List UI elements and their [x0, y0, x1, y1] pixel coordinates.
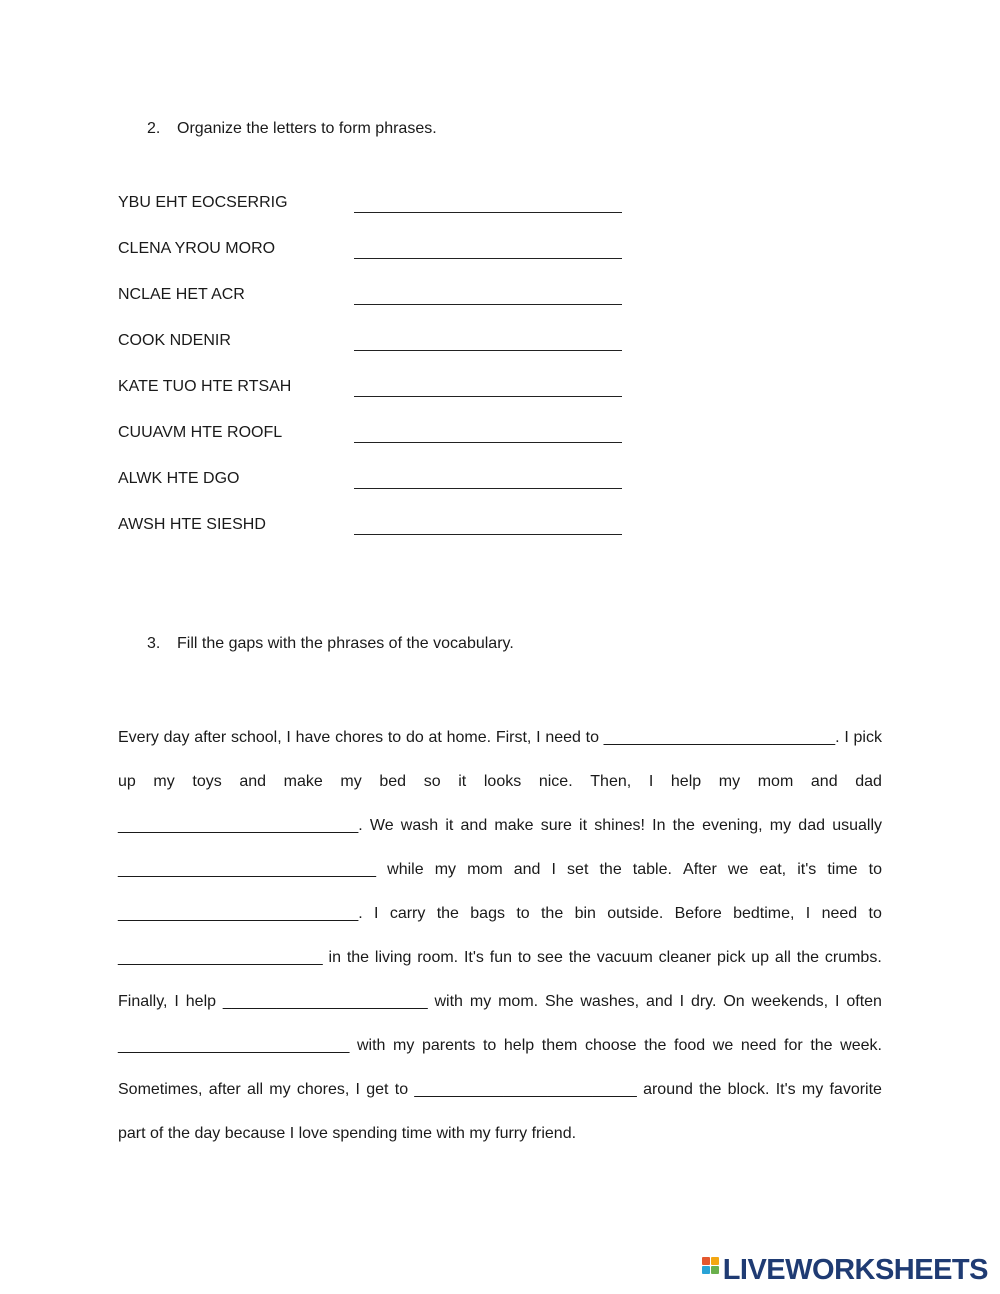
gap-word[interactable]: _____________________________ — [118, 861, 377, 878]
paragraph-word: toys — [192, 773, 222, 790]
paragraph-word: my — [340, 773, 362, 790]
scrambled-phrase: CLENA YROU MORO — [118, 240, 276, 257]
paragraph-word: to — [516, 905, 530, 922]
scrambled-phrase: COOK NDENIR — [118, 332, 231, 349]
paragraph-word: weekends, — [751, 993, 829, 1010]
paragraph-word: I — [289, 1125, 299, 1142]
paragraph-word: I — [648, 773, 654, 790]
paragraph-word: my — [801, 1081, 824, 1098]
paragraph-line — [118, 991, 882, 1013]
liveworksheets-logo — [702, 1255, 988, 1285]
paragraph-word: the — [810, 1037, 833, 1054]
paragraph-word: evening, — [702, 817, 763, 834]
paragraph-word: After — [683, 861, 717, 878]
gap-word[interactable]: ___________________________. — [118, 817, 363, 834]
paragraph-word: to — [585, 729, 599, 746]
paragraph-word: help — [185, 993, 217, 1010]
paragraph-word: Then, — [590, 773, 632, 790]
paragraph-word: and — [513, 861, 541, 878]
scrambled-row — [118, 515, 638, 539]
section-2-heading — [147, 119, 437, 139]
paragraph-word: need — [545, 729, 581, 746]
paragraph-word: On — [723, 993, 745, 1010]
paragraph-word: up — [118, 773, 136, 790]
paragraph-word: at — [428, 729, 442, 746]
scrambled-row — [118, 239, 638, 263]
paragraph-word: time — [401, 1125, 437, 1142]
paragraph-word: my — [718, 773, 741, 790]
paragraph-word: set — [567, 861, 589, 878]
paragraph-word: dad — [798, 817, 825, 834]
paragraph-line — [118, 903, 882, 925]
paragraph-word: after — [194, 729, 227, 746]
paragraph-word: with — [434, 993, 463, 1010]
paragraph-line — [118, 771, 882, 793]
paragraph-word: I — [355, 1081, 360, 1098]
answer-blank[interactable] — [354, 396, 622, 397]
paragraph-word: I — [835, 993, 840, 1010]
section-2-instruction: Organize the letters to form phrases. — [177, 120, 437, 137]
paragraph-word: the — [568, 949, 591, 966]
paragraph-word: my — [469, 1125, 496, 1142]
paragraph-line — [118, 815, 882, 837]
paragraph-word: It's — [775, 1081, 796, 1098]
paragraph-word: we — [712, 1037, 734, 1054]
paragraph-word: It's — [463, 949, 484, 966]
paragraph-word: vacuum — [596, 949, 653, 966]
paragraph-word: room. — [417, 949, 459, 966]
paragraph-word: week. — [840, 1037, 882, 1054]
paragraph-word: chores — [335, 729, 384, 746]
answer-blank[interactable] — [354, 350, 622, 351]
paragraph-word: table. — [632, 861, 672, 878]
paragraph-word: my — [769, 817, 792, 834]
paragraph-word: and — [645, 993, 673, 1010]
paragraph-word: choose — [584, 1037, 637, 1054]
section-3-heading — [147, 634, 514, 654]
paragraph-word: part — [118, 1125, 151, 1142]
paragraph-word: parents — [421, 1037, 476, 1054]
paragraph-word: Every — [118, 729, 159, 746]
paragraph-word: the — [540, 905, 564, 922]
paragraph-word: mom — [757, 773, 794, 790]
paragraph-line — [118, 727, 882, 749]
paragraph-word: do — [405, 729, 424, 746]
paragraph-word: and — [460, 817, 488, 834]
paragraph-word: all — [246, 1081, 263, 1098]
paragraph-word: help — [503, 1037, 535, 1054]
paragraph-word: it — [445, 817, 454, 834]
paragraph-word: I — [536, 729, 541, 746]
paragraph-word: I — [374, 905, 379, 922]
paragraph-word: the — [599, 861, 622, 878]
paragraph-word: fun — [489, 949, 513, 966]
paragraph-word: my — [434, 861, 457, 878]
paragraph-word: mom. — [498, 993, 539, 1010]
paragraph-word: and — [239, 773, 267, 790]
paragraph-word: day — [194, 1125, 225, 1142]
paragraph-word: in — [328, 949, 341, 966]
paragraph-line — [118, 1079, 882, 1101]
liveworksheets-logo-text: LIVEWORKSHEETS — [722, 1253, 988, 1286]
gap-word[interactable]: _________________________ — [414, 1081, 637, 1098]
scrambled-phrase: ALWK HTE DGO — [118, 470, 240, 487]
paragraph-word: all — [774, 949, 791, 966]
paragraph-word: so — [423, 773, 441, 790]
scrambled-row — [118, 285, 638, 309]
paragraph-word: get — [366, 1081, 389, 1098]
paragraph-word: my — [269, 1081, 291, 1098]
gap-word[interactable]: _______________________ — [222, 993, 428, 1010]
paragraph-word: and — [810, 773, 838, 790]
paragraph-word: school, — [230, 729, 282, 746]
paragraph-word: time — [827, 861, 858, 878]
paragraph-word: see — [537, 949, 563, 966]
paragraph-word: because — [224, 1125, 290, 1142]
paragraph-line — [118, 947, 882, 969]
gap-word[interactable]: __________________________. — [603, 729, 840, 746]
paragraph-line — [118, 1035, 882, 1057]
scrambled-row — [118, 331, 638, 355]
paragraph-word: I — [805, 905, 811, 922]
paragraph-word: I — [286, 729, 291, 746]
paragraph-word: carry — [389, 905, 426, 922]
paragraph-word: I — [174, 993, 179, 1010]
paragraph-word: friend. — [531, 1125, 577, 1142]
paragraph-word: the — [346, 949, 370, 966]
paragraph-word: to — [394, 1081, 409, 1098]
paragraph-word: eat, — [759, 861, 787, 878]
paragraph-word: to — [868, 861, 882, 878]
paragraph-word: need — [821, 905, 858, 922]
paragraph-word: make — [494, 817, 534, 834]
paragraph-word: my — [153, 773, 175, 790]
paragraph-word: day — [163, 729, 190, 746]
scrambled-phrase: KATE TUO HTE RTSAH — [118, 378, 292, 395]
paragraph-word: favorite — [829, 1081, 882, 1098]
paragraph-word: the — [644, 1037, 667, 1054]
paragraph-line — [118, 1123, 882, 1145]
answer-blank[interactable] — [354, 212, 622, 213]
paragraph-word: to — [517, 949, 532, 966]
paragraph-word: She — [545, 993, 574, 1010]
paragraph-word: washes, — [580, 993, 640, 1010]
paragraph-word: looks — [483, 773, 522, 790]
paragraph-word: I — [679, 993, 685, 1010]
paragraph-word: bin — [574, 905, 596, 922]
gap-word[interactable]: __________________________ — [118, 1037, 350, 1054]
paragraph-word: furry — [495, 1125, 532, 1142]
liveworksheets-mark-icon — [702, 1257, 720, 1283]
scrambled-phrase: AWSH HTE SIESHD — [118, 516, 266, 533]
paragraph-word: have — [295, 729, 331, 746]
paragraph-word: help — [670, 773, 702, 790]
paragraph-word: after — [208, 1081, 241, 1098]
paragraph-word: the — [699, 1081, 722, 1098]
paragraph-word: my — [469, 993, 492, 1010]
paragraph-word: cleaner — [658, 949, 712, 966]
paragraph-word: I — [844, 729, 849, 746]
paragraph-word: we — [727, 861, 749, 878]
paragraph-word: I — [551, 861, 556, 878]
section-2-number: 2. — [147, 120, 161, 137]
paragraph-line — [118, 859, 882, 881]
answer-blank[interactable] — [354, 442, 622, 443]
paragraph-word: the — [436, 905, 459, 922]
paragraph-word: wash — [400, 817, 439, 834]
paragraph-word: block. — [727, 1081, 770, 1098]
paragraph-word: make — [283, 773, 323, 790]
paragraph-word: need — [740, 1037, 777, 1054]
paragraph-word: them — [541, 1037, 578, 1054]
paragraph-word: while — [387, 861, 424, 878]
paragraph-word: In — [652, 817, 666, 834]
paragraph-word: with — [356, 1037, 386, 1054]
paragraph-word: pick — [853, 729, 882, 746]
paragraph-word: of — [150, 1125, 168, 1142]
answer-blank[interactable] — [354, 534, 622, 535]
paragraph-word: the — [796, 949, 820, 966]
paragraph-word: it — [579, 817, 588, 834]
paragraph-word: spending — [332, 1125, 402, 1142]
paragraph-word: to — [482, 1037, 497, 1054]
paragraph-word: my — [393, 1037, 415, 1054]
section-3-instruction: Fill the gaps with the phrases of the vocabulary. — [177, 635, 514, 652]
paragraph-word: Before — [674, 905, 722, 922]
paragraph-word: First, — [495, 729, 532, 746]
paragraph-word: around — [643, 1081, 693, 1098]
paragraph-word: dry. — [690, 993, 717, 1010]
paragraph-word: shines! — [594, 817, 645, 834]
paragraph-word: outside. — [607, 905, 664, 922]
gap-word[interactable]: _______________________ — [118, 949, 323, 966]
section-3-number: 3. — [147, 635, 161, 652]
paragraph-word: love — [298, 1125, 333, 1142]
paragraph-word: for — [784, 1037, 803, 1054]
paragraph-word: home. — [446, 729, 492, 746]
paragraph-word: bed — [379, 773, 407, 790]
answer-blank[interactable] — [354, 488, 622, 489]
paragraph-word: to — [387, 729, 402, 746]
answer-blank[interactable] — [354, 304, 622, 305]
paragraph-word: usually — [832, 817, 882, 834]
paragraph-word: the — [672, 817, 695, 834]
paragraph-word: food — [674, 1037, 706, 1054]
paragraph-word: bedtime, — [733, 905, 795, 922]
paragraph-word: dad — [855, 773, 882, 790]
paragraph-word: living — [374, 949, 412, 966]
answer-blank[interactable] — [354, 258, 622, 259]
paragraph-word: it — [458, 773, 467, 790]
scrambled-row — [118, 469, 638, 493]
paragraph-word: with — [436, 1125, 470, 1142]
gap-word[interactable]: ___________________________. — [118, 905, 363, 922]
paragraph-word: nice. — [538, 773, 573, 790]
paragraph-word: the — [167, 1125, 195, 1142]
paragraph-word: bags — [470, 905, 505, 922]
scrambled-row — [118, 193, 638, 217]
paragraph-word: often — [846, 993, 882, 1010]
paragraph-word: We — [369, 817, 394, 834]
paragraph-word: sure — [540, 817, 572, 834]
paragraph-word: to — [868, 905, 882, 922]
scrambled-phrase: NCLAE HET ACR — [118, 286, 245, 303]
paragraph-word: chores, — [296, 1081, 350, 1098]
paragraph-word: crumbs. — [824, 949, 882, 966]
paragraph-word: it's — [797, 861, 817, 878]
scrambled-row — [118, 423, 638, 447]
paragraph-word: up — [751, 949, 770, 966]
scrambled-row — [118, 377, 638, 401]
scrambled-phrase: CUUAVM HTE ROOFL — [118, 424, 283, 441]
paragraph-word: pick — [716, 949, 746, 966]
paragraph-word: Sometimes, — [118, 1081, 203, 1098]
paragraph-word: mom — [467, 861, 503, 878]
scrambled-phrase: YBU EHT EOCSERRIG — [118, 194, 288, 211]
paragraph-word: Finally, — [118, 993, 168, 1010]
